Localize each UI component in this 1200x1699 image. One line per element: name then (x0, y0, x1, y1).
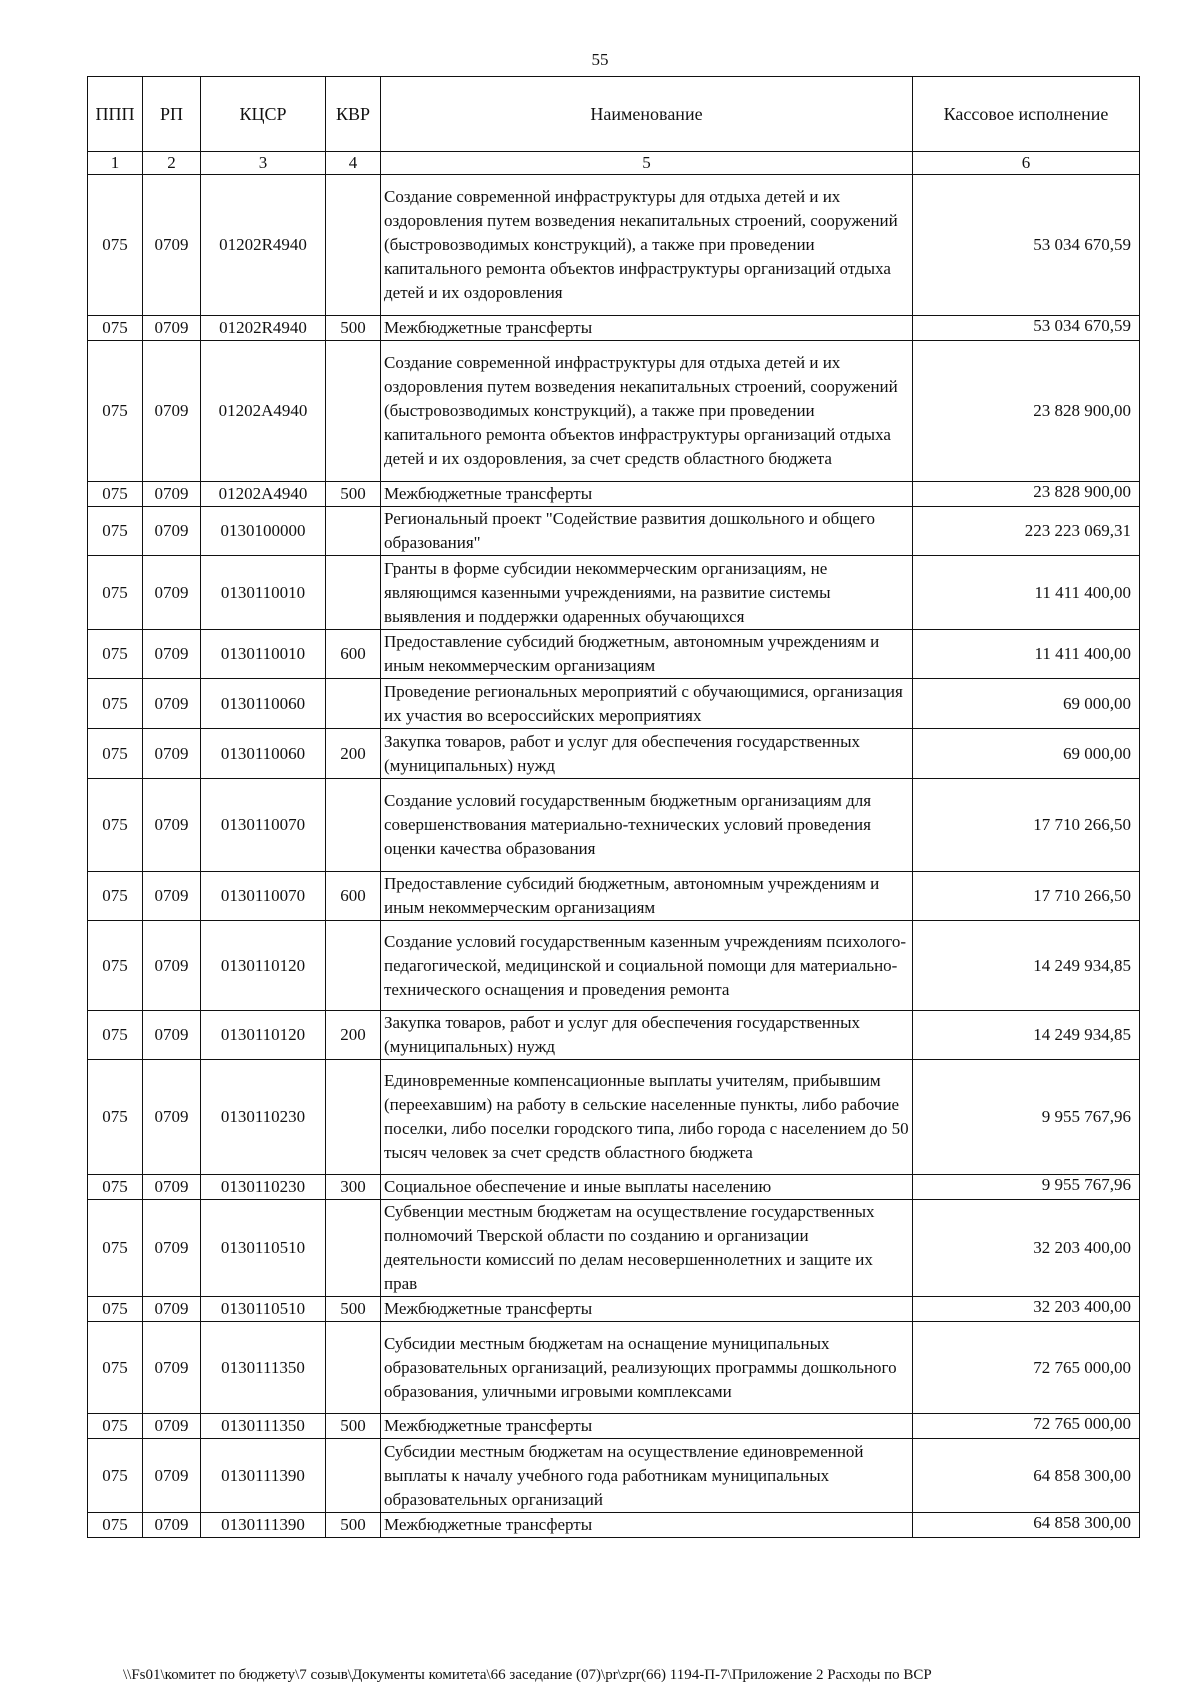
cell-name: Гранты в форме субсидии некоммерческим организациям, не являющимся казенными учреждениями, на развитие системы выявления и поддержки одаренных обучающихся (381, 556, 913, 630)
cell-kvr: 500 (326, 1414, 381, 1439)
cell-rp: 0709 (143, 1200, 201, 1297)
cell-kvr (326, 1439, 381, 1513)
cell-ppp: 075 (88, 630, 143, 679)
cell-kvr (326, 1200, 381, 1297)
table-row (88, 1011, 1140, 1060)
cell-kvr: 500 (326, 1297, 381, 1322)
cell-ppp: 075 (88, 679, 143, 729)
column-header-kvr: КВР (326, 77, 381, 152)
cell-rp: 0709 (143, 316, 201, 341)
cell-kcsr: 0130110510 (201, 1200, 326, 1297)
cell-rp: 0709 (143, 482, 201, 507)
cell-name: Субсидии местным бюджетам на оснащение муниципальных образовательных организаций, реализующих программы дошкольного образования, уличными игровыми комплексами (381, 1322, 913, 1414)
table-row (88, 779, 1140, 872)
column-header-name: Наименование (381, 77, 913, 152)
table-header-row (88, 77, 1140, 152)
cell-name: Межбюджетные трансферты (381, 1297, 913, 1322)
cell-amount: 11 411 400,00 (913, 556, 1140, 630)
cell-rp: 0709 (143, 507, 201, 556)
cell-rp: 0709 (143, 679, 201, 729)
column-header-amount: Кассовое исполнение (913, 77, 1140, 152)
table-row (88, 556, 1140, 630)
cell-amount: 17 710 266,50 (913, 779, 1140, 872)
column-header-rp: РП (143, 77, 201, 152)
cell-ppp: 075 (88, 316, 143, 341)
table-row (88, 921, 1140, 1011)
cell-rp: 0709 (143, 1175, 201, 1200)
column-number: 5 (381, 152, 913, 175)
cell-name: Социальное обеспечение и иные выплаты населению (381, 1175, 913, 1200)
cell-kcsr: 0130111350 (201, 1414, 326, 1439)
cell-name: Создание условий государственным казенным учреждениям психолого-педагогической, медицинской и социальной помощи для материально-технического оснащения и проведения ремонта (381, 921, 913, 1011)
table-row (88, 630, 1140, 679)
cell-kvr (326, 921, 381, 1011)
cell-rp: 0709 (143, 175, 201, 316)
cell-ppp: 075 (88, 1297, 143, 1322)
cell-name: Проведение региональных мероприятий с обучающимися, организация их участия во всероссийских мероприятиях (381, 679, 913, 729)
table-row (88, 1513, 1140, 1538)
cell-kvr (326, 779, 381, 872)
table-row (88, 1297, 1140, 1322)
cell-name: Закупка товаров, работ и услуг для обеспечения государственных (муниципальных) нужд (381, 1011, 913, 1060)
cell-kcsr: 0130110060 (201, 729, 326, 779)
cell-ppp: 075 (88, 1414, 143, 1439)
table-body (88, 175, 1140, 1538)
cell-rp: 0709 (143, 1060, 201, 1175)
table-row (88, 1439, 1140, 1513)
cell-amount: 14 249 934,85 (913, 1011, 1140, 1060)
cell-kvr (326, 556, 381, 630)
cell-amount: 32 203 400,00 (913, 1297, 1140, 1322)
cell-rp: 0709 (143, 779, 201, 872)
cell-ppp: 075 (88, 341, 143, 482)
cell-name: Межбюджетные трансферты (381, 1414, 913, 1439)
cell-ppp: 075 (88, 1439, 143, 1513)
cell-kcsr: 0130110070 (201, 872, 326, 921)
cell-kcsr: 01202A4940 (201, 482, 326, 507)
cell-kvr (326, 507, 381, 556)
cell-ppp: 075 (88, 507, 143, 556)
cell-ppp: 075 (88, 1011, 143, 1060)
column-number: 1 (88, 152, 143, 175)
cell-kvr: 200 (326, 1011, 381, 1060)
cell-ppp: 075 (88, 556, 143, 630)
cell-rp: 0709 (143, 1297, 201, 1322)
cell-rp: 0709 (143, 1011, 201, 1060)
cell-kvr (326, 679, 381, 729)
cell-ppp: 075 (88, 482, 143, 507)
cell-rp: 0709 (143, 1439, 201, 1513)
table-row (88, 872, 1140, 921)
cell-kcsr: 0130111390 (201, 1513, 326, 1538)
cell-name: Предоставление субсидий бюджетным, автономным учреждениям и иным некоммерческим организациям (381, 872, 913, 921)
cell-rp: 0709 (143, 1322, 201, 1414)
cell-kcsr: 0130110120 (201, 921, 326, 1011)
column-number: 6 (913, 152, 1140, 175)
column-header-kcsr: КЦСР (201, 77, 326, 152)
cell-kcsr: 0130110010 (201, 630, 326, 679)
expenditure-table (87, 76, 1140, 1538)
cell-amount: 9 955 767,96 (913, 1175, 1140, 1200)
cell-kcsr: 0130110510 (201, 1297, 326, 1322)
cell-name: Предоставление субсидий бюджетным, автономным учреждениям и иным некоммерческим организациям (381, 630, 913, 679)
table-row (88, 482, 1140, 507)
cell-kcsr: 01202R4940 (201, 316, 326, 341)
cell-rp: 0709 (143, 556, 201, 630)
cell-amount: 72 765 000,00 (913, 1322, 1140, 1414)
cell-rp: 0709 (143, 872, 201, 921)
cell-amount: 9 955 767,96 (913, 1060, 1140, 1175)
cell-name: Межбюджетные трансферты (381, 482, 913, 507)
cell-rp: 0709 (143, 630, 201, 679)
cell-kcsr: 01202A4940 (201, 341, 326, 482)
cell-kcsr: 0130110230 (201, 1175, 326, 1200)
column-number: 4 (326, 152, 381, 175)
cell-ppp: 075 (88, 175, 143, 316)
cell-kvr (326, 341, 381, 482)
cell-name: Создание современной инфраструктуры для отдыха детей и их оздоровления путем возведения некапитальных строений, сооружений (быстровозводимых конструкций), а также при проведении капитального ремонта объектов инфраструктуры организаций отдыха детей и их оздоровления (381, 175, 913, 316)
cell-kcsr: 0130110230 (201, 1060, 326, 1175)
table-row (88, 341, 1140, 482)
cell-rp: 0709 (143, 1414, 201, 1439)
table-row (88, 507, 1140, 556)
cell-name: Создание условий государственным бюджетным организациям для совершенствования материально-технических условий проведения оценки качества образования (381, 779, 913, 872)
column-header-ppp: ППП (88, 77, 143, 152)
cell-kcsr: 0130110010 (201, 556, 326, 630)
cell-amount: 72 765 000,00 (913, 1414, 1140, 1439)
cell-amount: 53 034 670,59 (913, 175, 1140, 316)
cell-amount: 23 828 900,00 (913, 482, 1140, 507)
cell-name: Субсидии местным бюджетам на осуществление единовременной выплаты к началу учебного года работникам муниципальных образовательных организаций (381, 1439, 913, 1513)
cell-kcsr: 01202R4940 (201, 175, 326, 316)
table-row (88, 175, 1140, 316)
cell-name: Субвенции местным бюджетам на осуществление государственных полномочий Тверской области по созданию и организации деятельности комиссий по делам несовершеннолетних и защите их прав (381, 1200, 913, 1297)
cell-amount: 69 000,00 (913, 679, 1140, 729)
cell-name: Создание современной инфраструктуры для отдыха детей и их оздоровления путем возведения некапитальных строений, сооружений (быстровозводимых конструкций), а также при проведении капитального ремонта объектов инфраструктуры организаций отдыха детей и их оздоровления, за счет средств областного бюджета (381, 341, 913, 482)
cell-kvr (326, 1060, 381, 1175)
cell-ppp: 075 (88, 1060, 143, 1175)
cell-ppp: 075 (88, 729, 143, 779)
cell-ppp: 075 (88, 1175, 143, 1200)
table-row (88, 679, 1140, 729)
cell-amount: 32 203 400,00 (913, 1200, 1140, 1297)
cell-rp: 0709 (143, 921, 201, 1011)
cell-rp: 0709 (143, 729, 201, 779)
cell-amount: 23 828 900,00 (913, 341, 1140, 482)
cell-name: Межбюджетные трансферты (381, 316, 913, 341)
cell-ppp: 075 (88, 872, 143, 921)
cell-kcsr: 0130100000 (201, 507, 326, 556)
table-row (88, 729, 1140, 779)
cell-amount: 64 858 300,00 (913, 1513, 1140, 1538)
cell-ppp: 075 (88, 1322, 143, 1414)
column-number-row (88, 152, 1140, 175)
cell-kvr (326, 175, 381, 316)
cell-ppp: 075 (88, 779, 143, 872)
page-number: 55 (591, 50, 609, 69)
cell-rp: 0709 (143, 341, 201, 482)
cell-rp: 0709 (143, 1513, 201, 1538)
cell-ppp: 075 (88, 921, 143, 1011)
column-number: 3 (201, 152, 326, 175)
cell-amount: 53 034 670,59 (913, 316, 1140, 341)
cell-kcsr: 0130111350 (201, 1322, 326, 1414)
cell-kcsr: 0130110120 (201, 1011, 326, 1060)
cell-amount: 69 000,00 (913, 729, 1140, 779)
table-row (88, 1322, 1140, 1414)
table-row (88, 1060, 1140, 1175)
cell-kvr: 500 (326, 482, 381, 507)
cell-kvr: 300 (326, 1175, 381, 1200)
cell-name: Межбюджетные трансферты (381, 1513, 913, 1538)
cell-amount: 11 411 400,00 (913, 630, 1140, 679)
cell-name: Региональный проект "Содействие развития дошкольного и общего образования" (381, 507, 913, 556)
cell-amount: 64 858 300,00 (913, 1439, 1140, 1513)
table-row (88, 316, 1140, 341)
table-row (88, 1414, 1140, 1439)
cell-kcsr: 0130111390 (201, 1439, 326, 1513)
cell-kvr: 600 (326, 630, 381, 679)
cell-name: Закупка товаров, работ и услуг для обеспечения государственных (муниципальных) нужд (381, 729, 913, 779)
cell-kvr (326, 1322, 381, 1414)
cell-amount: 14 249 934,85 (913, 921, 1140, 1011)
cell-amount: 17 710 266,50 (913, 872, 1140, 921)
cell-ppp: 075 (88, 1200, 143, 1297)
cell-name: Единовременные компенсационные выплаты учителям, прибывшим (переехавшим) на работу в сельские населенные пункты, либо рабочие поселки, либо поселки городского типа, либо города с населением до 50 тысяч человек за счет средств областного бюджета (381, 1060, 913, 1175)
table-row (88, 1200, 1140, 1297)
cell-kcsr: 0130110060 (201, 679, 326, 729)
table-row (88, 1175, 1140, 1200)
cell-kvr: 500 (326, 1513, 381, 1538)
cell-amount: 223 223 069,31 (913, 507, 1140, 556)
cell-kvr: 200 (326, 729, 381, 779)
cell-ppp: 075 (88, 1513, 143, 1538)
cell-kvr: 500 (326, 316, 381, 341)
column-number: 2 (143, 152, 201, 175)
cell-kvr: 600 (326, 872, 381, 921)
cell-kcsr: 0130110070 (201, 779, 326, 872)
footer-file-path: \\Fs01\комитет по бюджету\7 созыв\Документы комитета\66 заседание (07)\pr\zpr(66) 1194-П-7\Приложение 2 Расходы по ВСР (123, 1667, 932, 1683)
